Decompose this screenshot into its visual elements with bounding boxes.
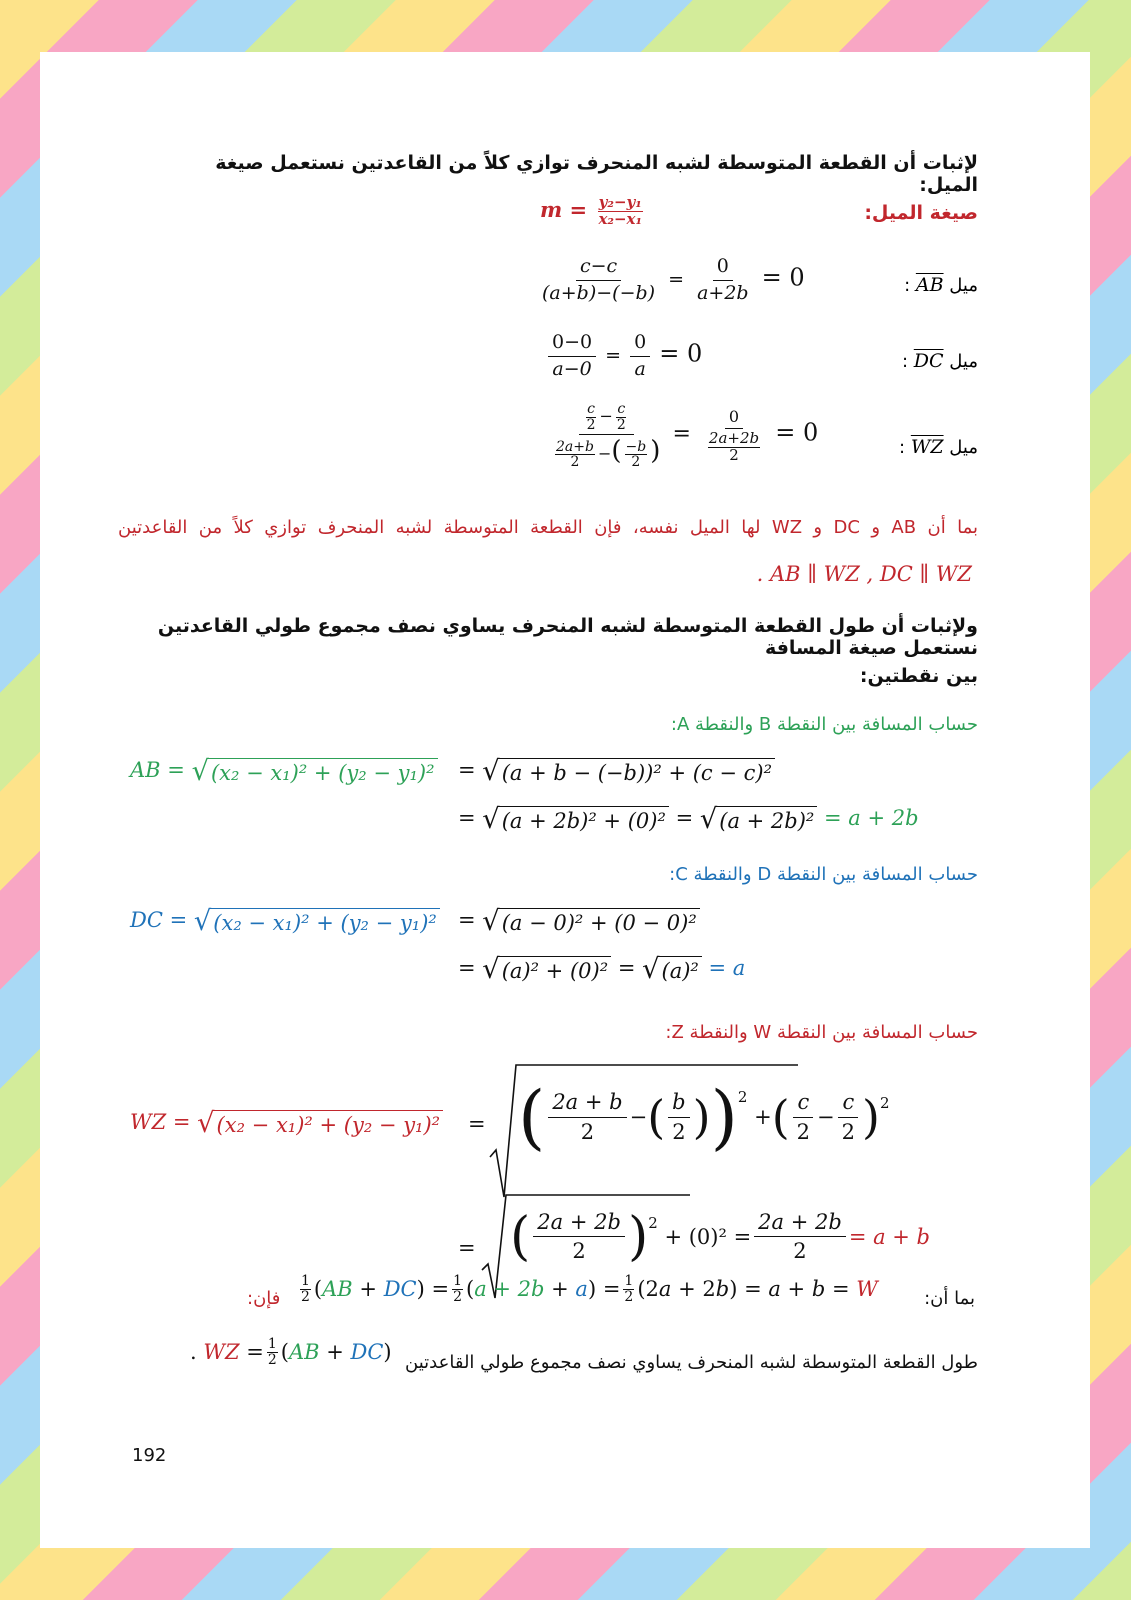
wz-lhs: WZ =: [130, 1110, 191, 1135]
distance-heading-line1: ولإثبات أن طول القطعة المتوسطة لشبه المنحرف يساوي نصف مجموع طولي القاعدتين نستعمل صيغة المسافة: [157, 615, 978, 659]
ab-formula: AB = √ (x₂ − x₁)² + (y₂ − y₁)²: [130, 758, 438, 785]
wz-line2-num: 2a + 2b: [533, 1210, 625, 1237]
wz-result: = a + b: [848, 1224, 930, 1249]
slope-ab-expression: $\frac{c-c}{(a+b)-(-b)}$ = $\frac{0}{a+2b}$ = 0: [535, 256, 805, 305]
ab-line1-radicand: (a + b − (−b))² + (c − c)²: [499, 758, 775, 785]
slope-ab-den2: a+2b: [697, 281, 749, 304]
dc-line1-radicand: (a − 0)² + (0 − 0)²: [499, 908, 700, 935]
slope-ab-result: = 0: [761, 263, 805, 292]
since-expression: $\frac{1}{2}$ (AB + DC) = $\frac{1}{2}$ (a + 2b + a) = $\frac{1}{2}$ (2a + 2b) = a + b = W: [301, 1273, 878, 1305]
slope-wz-den2-den: 2: [729, 446, 739, 465]
dc-line2-radicand-b: (a)²: [659, 956, 702, 983]
slope-ab-fraction-1: [538, 256, 659, 305]
document-page: [40, 52, 1090, 1548]
slope-dc-expression: $\frac{0-0}{a-0}$ = $\frac{0}{a}$ = 0: [545, 332, 702, 381]
slope-wz-fraction-1: [548, 402, 664, 470]
slope-wz-result: = 0: [775, 418, 819, 447]
slope-wz-num2: 0: [725, 408, 743, 429]
slope-ab-fraction-2: [693, 256, 753, 305]
wz-line2-equals: =: [458, 1236, 476, 1260]
slope-dc-fraction-1: [548, 332, 596, 381]
slope-ab-num: c−c: [576, 256, 621, 281]
slope-dc-num2: 0: [630, 332, 650, 357]
slope-ab-label: ميل AB :: [904, 274, 978, 296]
wz-line2-content: ( $\frac{2a + 2b}{2}$ ) 2 + (0)² = $\frac{2a + 2b}{2}$ = a + b: [510, 1206, 930, 1267]
dc-formula: DC = √ (x₂ − x₁)² + (y₂ − y₁)²: [130, 908, 440, 935]
segment-dc: DC: [913, 350, 944, 372]
slope-heading: لإثبات أن القطعة المتوسطة لشبه المنحرف توازي كلاً من القاعدتين نستعمل صيغة الميل:: [215, 152, 978, 196]
wz-line1-equals: =: [468, 1112, 486, 1136]
slope-wz-fraction-2: [701, 408, 767, 464]
ab-line2-radicand-a: (a + 2b)² + (0)²: [499, 806, 669, 833]
dc-line1: = √ (a − 0)² + (0 − 0)²: [458, 908, 700, 935]
dc-result: = a: [708, 956, 746, 981]
slope-formula-lhs: m =: [540, 196, 588, 222]
wz-line1-radicand: ( $\frac{2a + b}{2}$ − ( $\frac{b}{2}$ ) ) 2 + ( $\frac{c}{2}$ − $\frac{c}{2}$ ) 2: [518, 1076, 890, 1158]
ab-line2-radicand-b: (a + 2b)²: [716, 806, 817, 833]
ab-dist-formula: (x₂ − x₁)² + (y₂ − y₁)²: [208, 758, 438, 785]
final-expression: . WZ = $\frac{1}{2}$ (AB + DC): [190, 1336, 392, 1368]
slope-formula-num: y₂−y₁: [598, 193, 642, 211]
dc-dist-formula: (x₂ − x₁)² + (y₂ − y₁)²: [210, 908, 440, 935]
slope-word: ميل: [949, 275, 978, 296]
dc-line2: = √ (a)² + (0)² = √ (a)² = a: [458, 954, 746, 985]
slope-dc-result: = 0: [659, 339, 703, 368]
slope-dc-label: ميل DC :: [901, 350, 978, 372]
slope-ab-den: (a+b)−(−b): [542, 281, 656, 304]
wz-line2-den: 2: [572, 1239, 586, 1264]
parallel-conclusion-line2: [757, 562, 972, 586]
wz-distance-label: حساب المسافة بين النقطة W والنقطة Z:: [665, 1022, 978, 1043]
dc-distance-label: حساب المسافة بين النقطة D والنقطة C:: [669, 864, 978, 885]
slope-dc-num: 0−0: [548, 332, 596, 357]
segment-ab: AB: [915, 274, 944, 296]
ab-line2: = √ (a + 2b)² + (0)² = √ (a + 2b)² = a + 2b: [458, 804, 919, 835]
distance-heading-line2: بين نقطتين:: [859, 665, 978, 687]
parallel-statement: . AB ∥ WZ , DC ∥ WZ: [756, 562, 972, 586]
slope-dc-den: a−0: [552, 357, 592, 380]
ab-result: = a + 2b: [824, 806, 919, 831]
slope-formula-label: صيغة الميل:: [864, 202, 978, 224]
slope-word: ميل: [949, 351, 978, 372]
slope-wz-den2: [701, 429, 767, 464]
slope-wz-expression: $\frac{c}{2}$ − $\frac{c}{2}$ $\frac{2a+b}{2}$ −( $\frac{-b}{2}$ ) = $\frac{0}{\frac{2a+2b}{2}}$ = 0: [545, 402, 818, 470]
final-statement: طول القطعة المتوسطة لشبه المنحرف يساوي نصف مجموع طولي القاعدتين: [405, 1352, 978, 1373]
segment-wz: WZ: [910, 436, 944, 458]
slope-wz-den: $\frac{2a+b}{2}$ −( $\frac{-b}{2}$ ): [556, 436, 661, 471]
slope-word: ميل: [949, 437, 978, 458]
slope-wz-den2-num: 2a+2b: [708, 429, 760, 448]
parallel-conclusion-line1: بما أن AB و DC و WZ لها الميل نفسه، فإن القطعة المتوسطة لشبه المنحرف توازي كلاً من القاعدتين: [118, 517, 978, 538]
slope-dc-fraction-2: [630, 332, 650, 381]
slope-ab-num2: 0: [713, 256, 733, 281]
slope-dc-den2: a: [634, 357, 646, 380]
ab-lhs: AB =: [130, 758, 185, 783]
wz-dist-formula: (x₂ − x₁)² + (y₂ − y₁)²: [214, 1110, 444, 1137]
slope-formula: [540, 195, 646, 228]
wz-formula: WZ = √ (x₂ − x₁)² + (y₂ − y₁)²: [130, 1110, 443, 1137]
page-number: 192: [132, 1445, 167, 1466]
ab-line1: = √ (a + b − (−b))² + (c − c)²: [458, 758, 775, 785]
dc-lhs: DC =: [130, 908, 188, 933]
then-label: فإن:: [247, 1288, 281, 1309]
slope-formula-den: x₂−x₁: [598, 209, 643, 228]
ab-distance-label: حساب المسافة بين النقطة B والنقطة A:: [670, 714, 978, 735]
slope-wz-label: ميل WZ :: [899, 436, 978, 458]
since-label: بما أن:: [924, 1288, 975, 1309]
slope-wz-num: $\frac{c}{2}$ − $\frac{c}{2}$: [579, 402, 634, 435]
dc-line2-radicand-a: (a)² + (0)²: [499, 956, 611, 983]
slope-formula-fraction: [597, 195, 643, 228]
